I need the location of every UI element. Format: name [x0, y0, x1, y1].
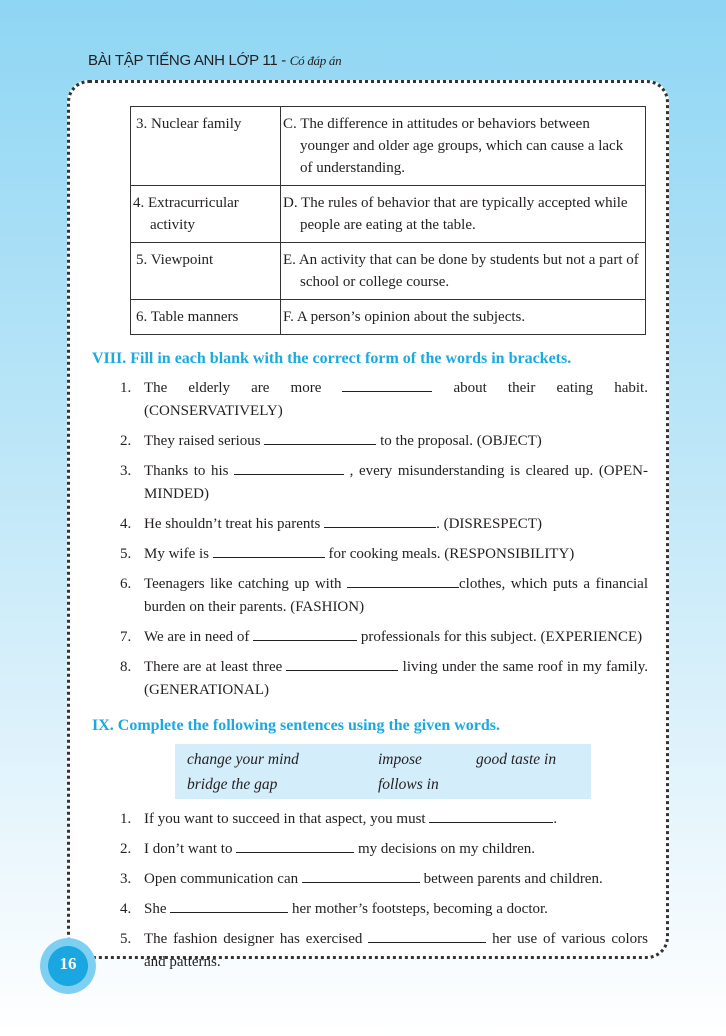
- term-cell: 5. Viewpoint: [131, 243, 281, 300]
- term-cell: 6. Table manners: [131, 300, 281, 335]
- item-text: [144, 838, 648, 861]
- text-before: The elderly are more: [144, 380, 343, 396]
- text-after: professionals for this subject. (EXPERIENCE): [357, 629, 643, 645]
- item-text: [144, 543, 648, 566]
- item-number: 4.: [120, 516, 132, 532]
- exercise-item: [120, 513, 648, 536]
- text-before: If you want to succeed in that aspect, you must: [144, 811, 430, 827]
- text-before: Teenagers like catching up with: [144, 576, 348, 592]
- term-cell: 4. Extracurricular activity: [131, 186, 281, 243]
- text-before: He shouldn’t treat his parents: [144, 516, 325, 532]
- item-text: [144, 430, 648, 453]
- text-before: I don’t want to: [144, 841, 237, 857]
- text-before: The fashion designer has exercised: [144, 931, 369, 947]
- item-text: [144, 377, 648, 423]
- word-option: good taste in: [476, 751, 557, 768]
- book-subtitle: Có đáp án: [289, 53, 342, 68]
- word-bank: [175, 744, 591, 799]
- item-text: [144, 898, 648, 921]
- item-text: [144, 868, 648, 891]
- section-heading: VIII. Fill in each blank with the correct form of the words in brackets.: [92, 350, 572, 367]
- word-option: change your mind: [187, 751, 299, 768]
- item-text: [144, 460, 648, 506]
- text-before: There are at least three: [144, 659, 287, 675]
- text-after: living under the same roof in my family. (GENERATIONAL): [144, 659, 648, 698]
- item-text: [144, 573, 648, 619]
- section9-items: [0, 808, 726, 974]
- table-row: [131, 300, 646, 335]
- answer-blank[interactable]: [347, 574, 459, 588]
- exercise-item: [120, 868, 648, 891]
- term-cell: 3. Nuclear family: [131, 107, 281, 186]
- text-before: My wife is: [144, 546, 213, 562]
- answer-blank[interactable]: [302, 869, 420, 883]
- item-number: 4.: [120, 901, 132, 917]
- answer-blank[interactable]: [342, 378, 432, 392]
- text-before: Open communication can: [144, 871, 302, 887]
- item-text: [144, 626, 648, 649]
- exercise-item: [120, 808, 648, 831]
- exercise-item: [120, 626, 648, 649]
- text-after: to the proposal. (OBJECT): [376, 433, 542, 449]
- exercise-item: [120, 543, 648, 566]
- text-after: her mother’s footsteps, becoming a doctor.: [288, 901, 548, 917]
- item-number: 5.: [120, 931, 132, 947]
- text-after: , every misunderstanding is cleared up. (OPEN-MINDED): [144, 463, 648, 502]
- item-text: [144, 928, 648, 974]
- word-option: follows in: [378, 776, 439, 793]
- item-number: 2.: [120, 841, 132, 857]
- exercise-item: [120, 656, 648, 702]
- matching-table: [130, 106, 646, 335]
- answer-blank[interactable]: [286, 657, 398, 671]
- answer-blank[interactable]: [236, 839, 354, 853]
- answer-blank[interactable]: [170, 899, 288, 913]
- item-number: 6.: [120, 576, 132, 592]
- text-after: about their eating habit. (CONSERVATIVELY): [144, 380, 648, 419]
- section8-items: [0, 377, 726, 702]
- text-before: We are in need of: [144, 629, 254, 645]
- exercise-item: [120, 430, 648, 453]
- table-row: [131, 107, 646, 186]
- exercise-item: [120, 898, 648, 921]
- book-title: BÀI TẬP TIẾNG ANH LỚP 11 -: [88, 52, 290, 69]
- definition-cell: D. The rules of behavior that are typically accepted while people are eating at the table.: [281, 186, 646, 243]
- item-text: [144, 808, 648, 831]
- item-number: 3.: [120, 871, 132, 887]
- definition-cell: E. An activity that can be done by students but not a part of school or college course.: [281, 243, 646, 300]
- item-number: 1.: [120, 811, 132, 827]
- answer-blank[interactable]: [234, 461, 344, 475]
- item-number: 5.: [120, 546, 132, 562]
- answer-blank[interactable]: [429, 809, 553, 823]
- answer-blank[interactable]: [253, 627, 357, 641]
- text-after: her use of various colors and patterns.: [144, 931, 648, 970]
- item-number: 3.: [120, 463, 132, 479]
- answer-blank[interactable]: [213, 544, 325, 558]
- table-row: [131, 243, 646, 300]
- item-number: 2.: [120, 433, 132, 449]
- text-after: for cooking meals. (RESPONSIBILITY): [324, 546, 575, 562]
- exercise-item: [120, 460, 648, 506]
- text-before: They raised serious: [144, 433, 265, 449]
- exercise-item: [120, 838, 648, 861]
- text-after: .: [553, 811, 558, 827]
- item-number: 7.: [120, 629, 132, 645]
- page-content: [0, 106, 726, 981]
- answer-blank[interactable]: [324, 514, 436, 528]
- item-text: [144, 656, 648, 702]
- text-after: between parents and children.: [419, 871, 603, 887]
- exercise-item: [120, 928, 648, 974]
- section-heading: IX. Complete the following sentences using the given words.: [92, 717, 500, 734]
- running-header: [88, 52, 341, 69]
- table-row: [131, 186, 646, 243]
- answer-blank[interactable]: [264, 431, 376, 445]
- exercise-item: [120, 573, 648, 619]
- definition-cell: C. The difference in attitudes or behaviors between younger and older age groups, which can cause a lack of understanding.: [281, 107, 646, 186]
- word-option: impose: [378, 751, 422, 768]
- page-number-badge: [40, 938, 96, 994]
- exercise-item: [120, 377, 648, 423]
- page-number: 16: [59, 954, 77, 973]
- item-number: 1.: [120, 380, 132, 396]
- item-text: [144, 513, 648, 536]
- item-number: 8.: [120, 659, 132, 675]
- text-after: clothes, which puts a financial burden on their parents. (FASHION): [144, 576, 649, 615]
- text-before: She: [144, 901, 171, 917]
- definition-cell: F. A person’s opinion about the subjects.: [281, 300, 646, 335]
- text-after: . (DISRESPECT): [436, 516, 542, 532]
- text-before: Thanks to his: [144, 463, 235, 479]
- text-after: my decisions on my children.: [354, 841, 536, 857]
- word-option: bridge the gap: [187, 776, 278, 793]
- answer-blank[interactable]: [368, 929, 486, 943]
